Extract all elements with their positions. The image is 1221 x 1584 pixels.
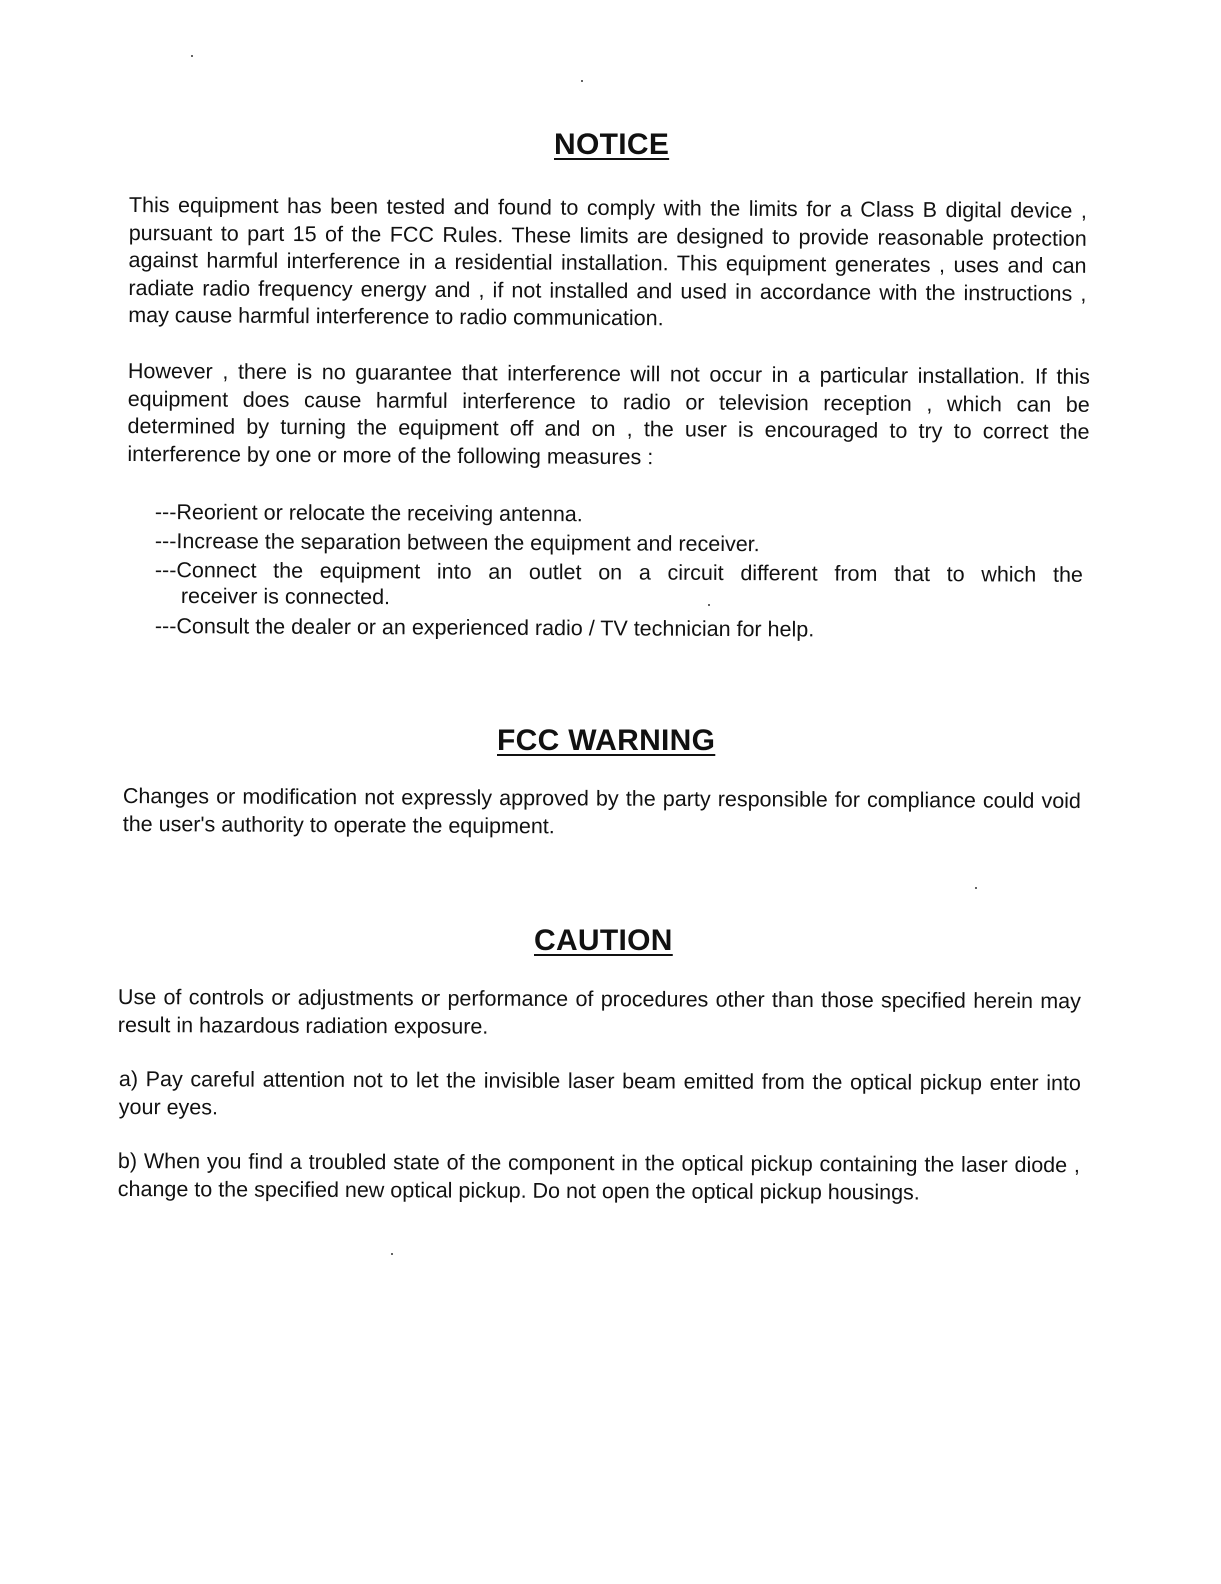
measure-text: ---Increase the separation between the equipment and receiver. xyxy=(154,529,760,557)
fcc-warning-paragraph: Changes or modification not expressly approved by the party responsible for compliance could void the user's authority to operate the equipment. xyxy=(122,784,1081,838)
notice-heading: NOTICE xyxy=(554,128,670,161)
scan-speck xyxy=(975,887,977,889)
caution-item-b: b) When you find a troubled state of the component in the optical pickup containing the laser diode , change to the specified new optical pickup. Do not open the optical pickup housings. xyxy=(117,1149,1080,1204)
scan-speck xyxy=(191,55,193,57)
measure-text: ---Reorient or relocate the receiving antenna. xyxy=(154,499,583,527)
measure-text: ---Connect the equipment into an outlet on a circuit different from that to which the xyxy=(154,558,1083,587)
caution-paragraph: Use of controls or adjustments or performance of procedures other than those specified herein may result in hazardous radiation exposure. xyxy=(117,985,1081,1039)
scan-speck xyxy=(391,1253,393,1255)
measure-item xyxy=(155,498,1095,531)
fcc-warning-heading: FCC WARNING xyxy=(497,724,716,757)
caution-item-a: a) Pay careful attention not to let the invisible laser beam emitted from the optical pickup enter into your eyes. xyxy=(118,1067,1081,1119)
measure-item-continuation xyxy=(181,582,781,613)
measure-continuation: receiver is connected. xyxy=(180,584,391,610)
measure-item xyxy=(155,527,1095,560)
caution-heading: CAUTION xyxy=(534,924,673,957)
measure-item xyxy=(155,612,1095,645)
notice-paragraph-2: However , there is no guarantee that interference will not occur in a particular installation. If this equipment does cause harmful interference to radio or television reception , which can be determined by turning the equipment off and on , the user is encouraged to try to correct the interference by one or more of the following measures : xyxy=(127,358,1090,469)
measure-text: ---Consult the dealer or an experienced radio / TV technician for help. xyxy=(154,614,815,642)
notice-paragraph-1: This equipment has been tested and found to comply with the limits for a Class B digital device , pursuant to part 15 of the FCC Rules. These limits are designed to provide reasonable protection against harmful interference in a residential installation. This equipment generates , uses and can radiate radio frequency energy and , if not installed and used in accordance with the instructions , may cause harmful interference to radio communication. xyxy=(128,192,1087,331)
scan-speck xyxy=(581,80,583,82)
